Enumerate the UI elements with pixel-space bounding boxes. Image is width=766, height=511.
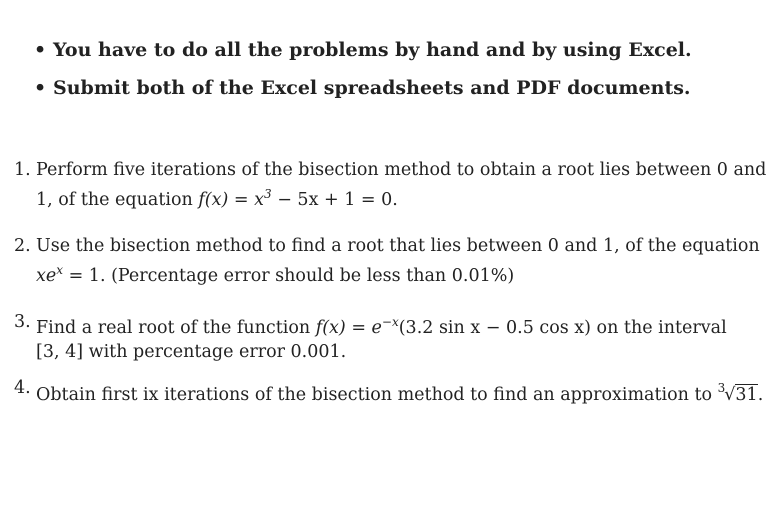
instruction-text: You have to do all the problems by hand and by using Excel.: [53, 39, 692, 61]
equation-rest: (3.2 sin x − 0.5 cos x) on the interval: [398, 318, 727, 338]
cube-root: [717, 381, 758, 405]
problem-text: 1, of the equation: [36, 190, 199, 210]
instruction-item: [34, 76, 714, 100]
problem-line: Perform five iterations of the bisection method to obtain a root lies between 0 and: [36, 160, 766, 180]
problem-4: [14, 376, 764, 407]
radical-icon: √: [724, 385, 736, 405]
problem-body: [36, 158, 766, 212]
instruction-text: Submit both of the Excel spreadsheets and PDF documents.: [53, 77, 691, 99]
problem-number: 1.: [14, 160, 31, 180]
bullet-icon: •: [34, 77, 47, 99]
equation-rest: − 5x + 1 = 0.: [271, 190, 398, 210]
problem-list: [14, 158, 766, 429]
problem-number: 3.: [14, 312, 31, 332]
problem-line: [36, 310, 727, 340]
problem-text: Find a real root of the function: [36, 318, 316, 338]
problem-1: [14, 158, 766, 212]
problem-line: [36, 182, 766, 212]
root-index: 3: [717, 381, 726, 395]
problem-line: [36, 376, 763, 407]
problem-line: [3, 4] with percentage error 0.001.: [36, 342, 347, 362]
equation: f(x) = x: [198, 190, 264, 210]
problem-text: Obtain first ix iterations of the bisection method to find an approximation to: [36, 385, 718, 405]
problem-number: 2.: [14, 236, 31, 256]
bullet-icon: •: [34, 39, 47, 61]
equation: xe: [36, 266, 57, 286]
problem-3: [14, 310, 727, 364]
problem-2: [14, 234, 760, 288]
exponent: 3: [264, 187, 272, 201]
instruction-item: [34, 38, 714, 62]
problem-body: [36, 310, 727, 364]
problem-text: = 1. (Percentage error should be less than 0.01%): [63, 266, 515, 286]
exponent: x: [56, 263, 64, 277]
problem-text: .: [757, 385, 764, 405]
exponent: −x: [381, 315, 399, 329]
instructions-list: [34, 38, 714, 114]
radicand: 31: [735, 385, 758, 405]
problem-line: [36, 258, 760, 288]
problem-number: 4.: [14, 378, 31, 398]
problem-line: Use the bisection method to find a root that lies between 0 and 1, of the equation: [36, 236, 760, 256]
problem-body: [36, 234, 760, 288]
problem-body: [36, 376, 763, 407]
equation: f(x) = e: [315, 318, 382, 338]
